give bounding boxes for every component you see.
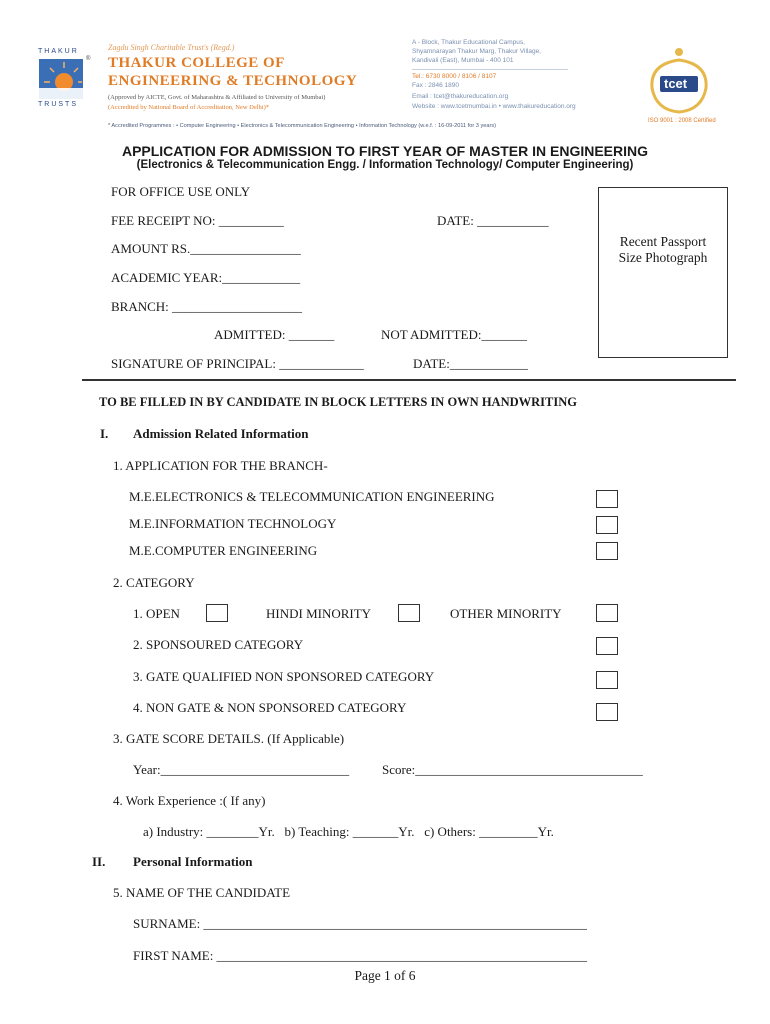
surname-field[interactable]: SURNAME: ___________________________________________________________ [133, 916, 587, 931]
branch-question: 1. APPLICATION FOR THE BRANCH- [113, 458, 328, 473]
branch-computer-checkbox[interactable] [596, 542, 618, 560]
category-question: 2. CATEGORY [113, 575, 195, 590]
gate-year-field[interactable]: Year:_____________________________ [133, 762, 350, 777]
college-name-line1: THAKUR COLLEGE OF [108, 55, 285, 71]
category-hindi-checkbox[interactable] [398, 604, 420, 622]
thakur-trusts-logo [30, 40, 92, 110]
section-2-title: Personal Information [133, 854, 253, 869]
category-nongate-label: 4. NON GATE & NON SPONSORED CATEGORY [133, 700, 407, 715]
branch-extc-checkbox[interactable] [596, 490, 618, 508]
admitted-field[interactable]: ADMITTED: _______ [214, 327, 335, 342]
form-title: APPLICATION FOR ADMISSION TO FIRST YEAR OF MASTER IN ENGINEERING [121, 143, 649, 159]
block-letters-instruction: TO BE FILLED IN BY CANDIDATE IN BLOCK LETTERS IN OWN HANDWRITING [99, 395, 577, 409]
section-2-number: II. [92, 854, 106, 869]
email: Email : tcet@thakureducation.org [412, 93, 509, 100]
branch-field[interactable]: BRANCH: ____________________ [111, 299, 303, 314]
tcet-emblem [644, 44, 714, 116]
accreditation-text: (Accredited by National Board of Accreditation, New Delhi)* [108, 104, 269, 111]
branch-option-extc: M.E.ELECTRONICS & TELECOMMUNICATION ENGINEERING [129, 489, 495, 504]
branch-it-checkbox[interactable] [596, 516, 618, 534]
gate-score-question: 3. GATE SCORE DETAILS. (If Applicable) [113, 731, 345, 746]
section-divider [82, 379, 736, 381]
principal-signature-field[interactable]: SIGNATURE OF PRINCIPAL: _____________ [111, 356, 364, 371]
category-other-label: OTHER MINORITY [450, 606, 562, 621]
iso-certification: ISO 9001 : 2008 Certified [648, 118, 716, 124]
category-other-checkbox[interactable] [596, 604, 618, 622]
category-open-checkbox[interactable] [206, 604, 228, 622]
category-hindi-label: HINDI MINORITY [266, 606, 372, 621]
category-open-label: 1. OPEN [133, 606, 180, 621]
approval-text: (Approved by AICTE, Govt. of Maharashtra & Affiliated to University of Mumbai) [108, 94, 326, 101]
category-gate-label: 3. GATE QUALIFIED NON SPONSORED CATEGORY [133, 669, 435, 684]
category-nongate-checkbox[interactable] [596, 703, 618, 721]
candidate-name-question: 5. NAME OF THE CANDIDATE [113, 885, 291, 900]
branch-option-computer: M.E.COMPUTER ENGINEERING [129, 543, 318, 558]
category-sponsored-checkbox[interactable] [596, 637, 618, 655]
address-divider [412, 69, 568, 70]
principal-date-field[interactable]: DATE:____________ [413, 356, 528, 371]
fax: Fax : 2846 1890 [412, 82, 459, 89]
amount-field[interactable]: AMOUNT RS._________________ [111, 241, 301, 256]
sun-emblem-icon [38, 58, 84, 100]
section-1-title: Admission Related Information [133, 426, 309, 441]
academic-year-field[interactable]: ACADEMIC YEAR:____________ [111, 270, 301, 285]
address-line3: Kandivali (East), Mumbai - 400 101 [412, 57, 514, 64]
tcet-logo-text: tcet [664, 76, 688, 91]
college-name-line2: ENGINEERING & TECHNOLOGY [108, 73, 358, 89]
telephone: Tel.: 6730 8000 / 8106 / 8107 [412, 73, 497, 80]
first-name-field[interactable]: FIRST NAME: _________________________________________________________ [133, 948, 588, 963]
branch-option-it: M.E.INFORMATION TECHNOLOGY [129, 516, 337, 531]
trust-name: Zagdu Singh Charitable Trust's (Regd.) [108, 43, 235, 52]
office-date-field[interactable]: DATE: ___________ [437, 213, 549, 228]
work-experience-question: 4. Work Experience :( If any) [113, 793, 266, 808]
office-use-heading: FOR OFFICE USE ONLY [111, 184, 251, 199]
work-experience-fields[interactable]: a) Industry: ________Yr. b) Teaching: _______Yr. c) Others: _________Yr. [143, 824, 554, 839]
section-1-number: I. [100, 426, 109, 441]
photo-box-label: Recent Passport Size Photograph [618, 234, 708, 265]
gate-score-field[interactable]: Score:___________________________________ [382, 762, 643, 777]
form-subtitle: (Electronics & Telecommunication Engg. / Information Technology/ Computer Engineering) [136, 159, 634, 171]
category-sponsored-label: 2. SPONSOURED CATEGORY [133, 637, 304, 652]
not-admitted-field[interactable]: NOT ADMITTED:_______ [381, 327, 528, 342]
address-line1: A - Block, Thakur Educational Campus, [412, 39, 525, 46]
website: Website : www.tcetmumbai.in • www.thakureducation.org [412, 103, 576, 110]
accredited-programmes: * Accredited Programmes : • Computer Engineering • Electronics & Telecommunication Engineering • Information Technology (w.e.f. : 16-09-2011 for 3 years) [108, 123, 496, 129]
logo-registered-icon: ® [86, 56, 91, 62]
category-gate-checkbox[interactable] [596, 671, 618, 689]
page-number: Page 1 of 6 [354, 968, 416, 983]
logo-bottom-text: TRUSTS [38, 101, 78, 108]
fee-receipt-field[interactable]: FEE RECEIPT NO: __________ [111, 213, 284, 228]
address-line2: Shyamnarayan Thakur Marg, Thakur Village, [412, 48, 541, 55]
photo-box[interactable] [598, 187, 728, 358]
logo-top-text: THAKUR [38, 48, 79, 55]
